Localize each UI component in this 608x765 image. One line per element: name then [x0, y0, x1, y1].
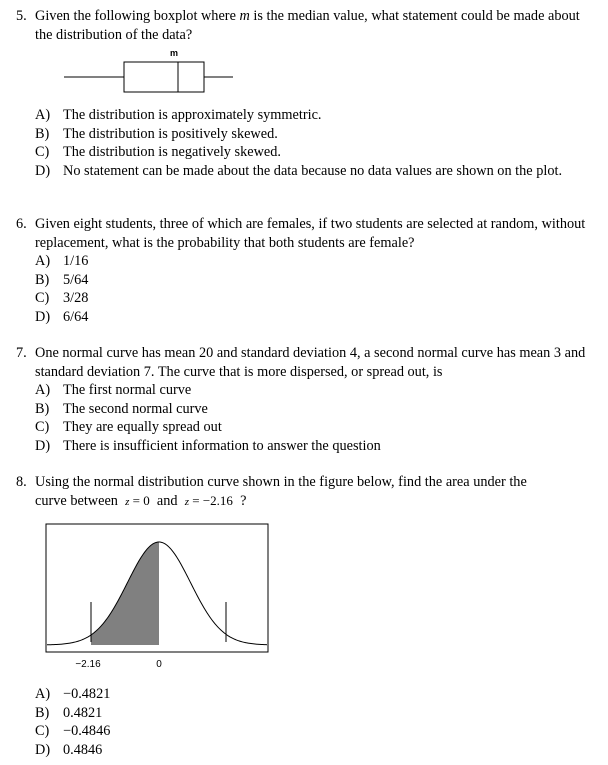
option-c[interactable]: C) The distribution is negatively skewed.	[35, 144, 281, 160]
shaded-area	[91, 542, 159, 645]
question-text: Using the normal distribution curve shown in the figure below, find the area under the curve between z = 0 and z = −2.16 ?	[35, 474, 527, 509]
question-6	[16, 215, 600, 326]
tick-label-left: −2.16	[75, 659, 101, 670]
option-c[interactable]: C) They are equally spread out	[35, 419, 222, 435]
question-5-options	[16, 106, 600, 180]
option-b[interactable]: B) The second normal curve	[35, 400, 208, 417]
option-a[interactable]: A) The distribution is approximately symmetric.	[35, 107, 322, 123]
question-number: 7.	[16, 345, 27, 361]
question-text: One normal curve has mean 20 and standard deviation 4, a second normal curve has mean 3 and standard deviation 7. The curve that is more dispersed, or spread out, is	[35, 345, 586, 380]
question-text: Given the following boxplot where m is the median value, what statement could be made about the distribution of the data?	[35, 8, 580, 43]
option-b[interactable]: B) The distribution is positively skewed.	[35, 125, 278, 142]
question-8-options	[16, 685, 600, 759]
option-b[interactable]: B) 5/64	[35, 271, 89, 288]
question-number: 8.	[16, 474, 27, 490]
option-a[interactable]: A) −0.4821	[35, 686, 111, 702]
median-label: m	[169, 48, 179, 58]
median-variable: m	[239, 8, 250, 24]
option-c[interactable]: C) −0.4846	[35, 723, 111, 739]
option-d[interactable]: D) There is insufficient information to answer the question	[35, 437, 381, 454]
question-7	[16, 344, 600, 455]
question-8	[16, 473, 600, 511]
option-d[interactable]: D) No statement can be made about the data because no data values are shown on the plot.	[35, 162, 563, 179]
normal-curve-figure	[0, 520, 608, 680]
option-a[interactable]: A) 1/16	[35, 253, 89, 269]
option-a[interactable]: A) The first normal curve	[35, 382, 192, 398]
tick-label-right: 0	[156, 659, 162, 670]
question-number: 6.	[16, 216, 27, 232]
option-d[interactable]: D) 6/64	[35, 308, 89, 325]
question-number: 5.	[16, 8, 27, 24]
box	[124, 62, 204, 92]
option-d[interactable]: D) 0.4846	[35, 741, 103, 758]
question-5	[16, 7, 600, 44]
question-text: Given eight students, three of which are females, if two students are selected at random, without replacement, what is the probability that both students are female?	[35, 216, 586, 251]
option-c[interactable]: C) 3/28	[35, 290, 89, 306]
option-b[interactable]: B) 0.4821	[35, 704, 103, 721]
